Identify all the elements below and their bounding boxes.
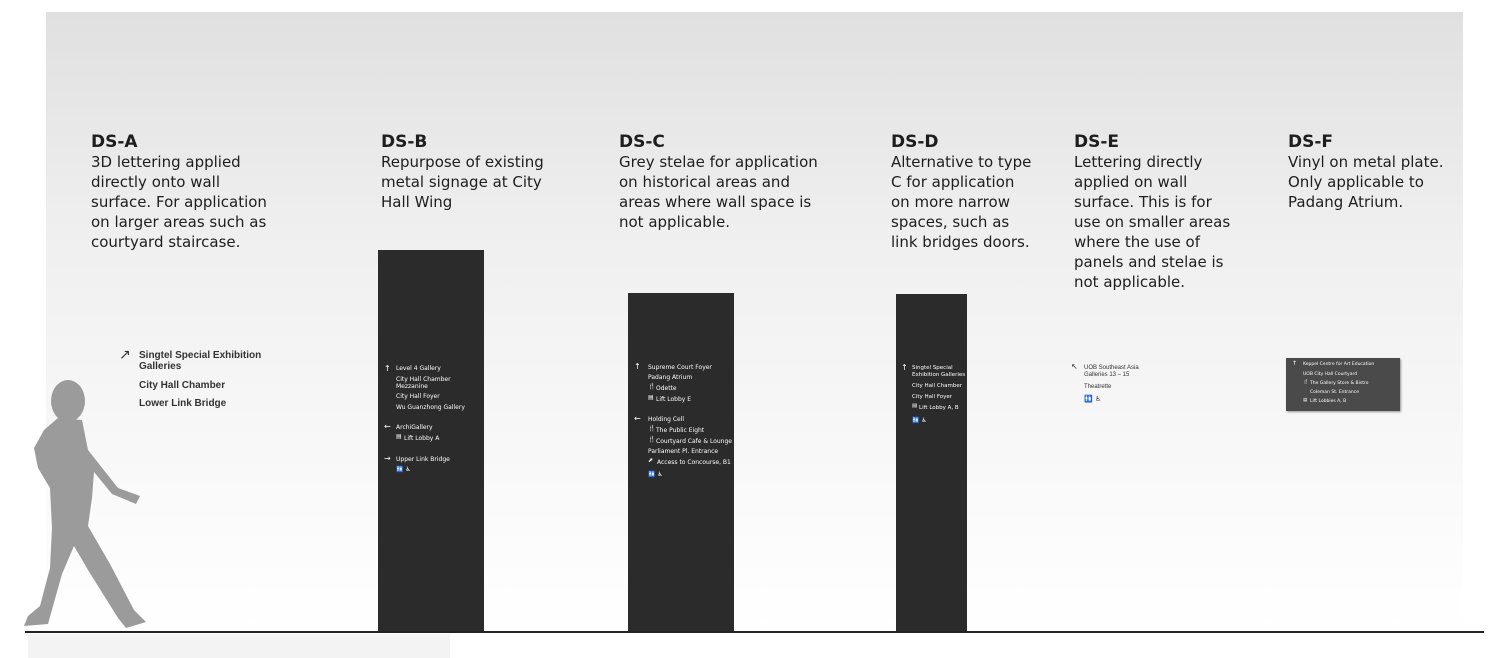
type-description: Grey stelae for application on historical areas and areas where wall space is not applicable.	[619, 153, 818, 231]
lift-icon: ▤	[396, 433, 402, 440]
arrow-left-icon: ←	[634, 414, 641, 423]
arrow-up-icon: ↑	[901, 363, 908, 372]
arrow-right-icon: →	[384, 454, 391, 463]
sign-ds-f-plate	[1286, 358, 1400, 411]
lift-icon: ▤	[1303, 398, 1308, 403]
sign-line: Holding Cell	[648, 416, 685, 423]
type-description: Lettering directly applied on wall surface. This is for use on smaller areas where the use of panels and stelae is not applicable.	[1074, 153, 1231, 291]
dining-icon: 🍴	[1303, 380, 1309, 385]
lift-icon: ▤	[912, 403, 918, 409]
type-description: 3D lettering applied directly onto wall surface. For application on larger areas such as courtyard staircase.	[91, 153, 267, 251]
type-ds-e	[1074, 132, 1230, 292]
sign-line: Supreme Court Foyer	[648, 364, 712, 371]
type-description: Alternative to type C for application on more narrow spaces, such as link bridges doors.	[891, 153, 1032, 251]
sign-ds-b-panel	[378, 250, 484, 633]
arrow-up-icon: ↑	[384, 364, 391, 373]
sign-line: City Hall Chamber	[912, 383, 963, 389]
background-panel	[46, 12, 1463, 633]
sign-line: Wu Guanzhong Gallery	[396, 404, 465, 411]
dining-icon: 🍴	[648, 383, 656, 390]
sign-line: City Hall Foyer	[396, 393, 440, 400]
lift-icon: ▤	[648, 394, 654, 401]
sign-line: Theatrette	[1084, 384, 1112, 390]
sign-line: The Public Eight	[656, 427, 705, 434]
type-ds-f	[1288, 132, 1443, 212]
sign-line: City Hall Chamber	[139, 380, 226, 391]
sign-line: ArchiGallery	[396, 424, 433, 431]
amenities-icon: 🚻 ♿	[648, 471, 663, 478]
sign-line: Keppel Centre for Art Education	[1303, 362, 1375, 367]
sign-line: Parliament Pl. Entrance	[648, 448, 719, 455]
arrow-up-icon: ↑	[1292, 360, 1298, 367]
human-silhouette-icon	[22, 378, 150, 636]
sign-line: Access to Concourse, B1	[657, 459, 731, 466]
sign-line: Exhibition Galleries	[912, 372, 966, 378]
sign-line: Upper Link Bridge	[396, 456, 450, 463]
arrow-left-icon: ←	[384, 422, 391, 431]
amenities-icon: 🚻 ♿	[1084, 395, 1102, 403]
sign-line: Coleman St. Entrance	[1310, 390, 1359, 395]
dining-icon: 🍴	[648, 436, 656, 443]
sign-ds-c-panel	[628, 293, 734, 633]
sign-line: Padang Atrium	[648, 374, 693, 381]
type-code: DS-C	[619, 132, 665, 152]
type-description: Repurpose of existing metal signage at City Hall Wing	[381, 153, 544, 211]
sign-line: Lift Lobbies A, B	[1310, 399, 1347, 404]
type-ds-a	[91, 132, 267, 252]
sign-line: UOB Southeast Asia	[1084, 365, 1139, 371]
sign-line: Lift Lobby A, B	[919, 405, 959, 411]
type-ds-c	[619, 132, 818, 232]
type-code: DS-D	[891, 132, 939, 152]
sign-line: Odette	[656, 385, 677, 392]
arrow-up-icon: ↑	[634, 362, 641, 371]
sign-line: Mezzanine	[396, 383, 428, 390]
dining-icon: 🍴	[648, 425, 656, 432]
sign-line: UOB City Hall Courtyard	[1303, 372, 1358, 377]
sign-line: Lift Lobby A	[404, 435, 440, 442]
amenities-icon: 🚻 ♿	[396, 466, 411, 473]
sign-line: City Hall Chamber	[396, 376, 451, 383]
sign-line: Level 4 Gallery	[396, 365, 441, 372]
type-code: DS-B	[381, 132, 428, 152]
sign-line: Courtyard Cafe & Lounge	[656, 438, 732, 445]
sign-line: Lower Link Bridge	[139, 398, 227, 409]
sign-line: Singtel Special Exhibition	[139, 350, 262, 361]
type-ds-d	[891, 132, 1031, 252]
type-code: DS-E	[1074, 132, 1120, 152]
sign-line: City Hall Foyer	[912, 394, 953, 400]
sign-line: Singtel Special	[912, 365, 953, 371]
sign-line: Lift Lobby E	[656, 396, 692, 403]
sign-ds-d-panel	[896, 294, 967, 633]
sign-line: Galleries 13 – 15	[1084, 372, 1130, 378]
arrow-up-left-icon: ↖	[1071, 362, 1078, 371]
amenities-icon: 🚻 ♿	[912, 417, 927, 424]
type-description: Vinyl on metal plate. Only applicable to Padang Atrium.	[1288, 153, 1444, 211]
arrow-up-right-icon: ↗	[119, 347, 131, 363]
ground-line	[25, 631, 1484, 633]
floor-strip	[28, 634, 450, 658]
type-code: DS-F	[1288, 132, 1334, 152]
type-code: DS-A	[91, 132, 138, 152]
sign-line: The Gallery Store & Bistro	[1310, 381, 1369, 386]
type-ds-b	[381, 132, 544, 212]
sign-line: Galleries	[139, 361, 182, 372]
escalator-icon: ⬈	[648, 457, 654, 464]
